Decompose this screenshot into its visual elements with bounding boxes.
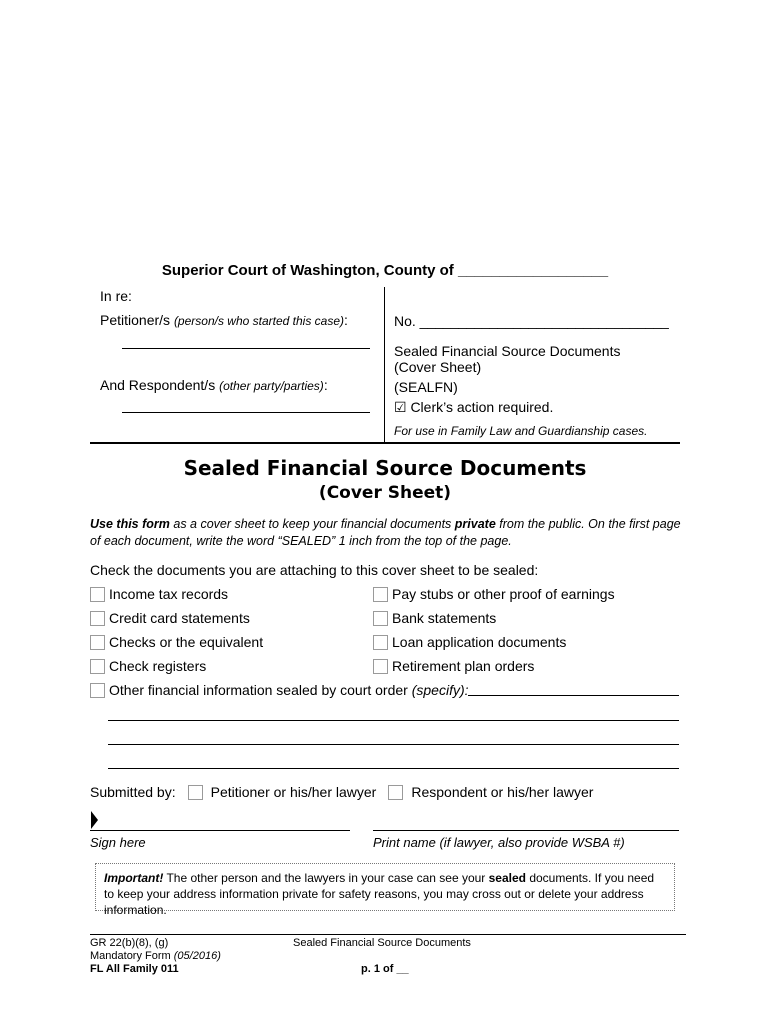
use-note: For use in Family Law and Guardianship cases.: [394, 424, 648, 438]
checkbox[interactable]: [373, 611, 388, 626]
checklist-item[interactable]: [90, 586, 228, 602]
checklist-item-label: Credit card statements: [109, 610, 250, 626]
checkbox[interactable]: [90, 587, 105, 602]
respondent-checkbox[interactable]: [388, 785, 403, 800]
petitioner-note: (person/s who started this case): [173, 314, 345, 328]
footer-mandatory: [90, 950, 221, 962]
checklist-item[interactable]: [373, 634, 566, 650]
checkbox[interactable]: [90, 659, 105, 674]
important-text2: documents. If you need to keep your address information private for safety reasons, you may cross out or delete your address information.: [104, 871, 655, 917]
checklist-item-label: Retirement plan orders: [392, 658, 535, 674]
submitted-by-label: Submitted by:: [90, 784, 176, 800]
instructions-text2: from the public. On the first page of each document, write the word “SEALED” 1 inch from the top of the page.: [90, 517, 681, 548]
petitioner-checkbox[interactable]: [188, 785, 203, 800]
petitioner-label: [100, 312, 348, 328]
form-subtitle: (Cover Sheet): [318, 483, 452, 503]
in-re-label: In re:: [100, 288, 132, 304]
checkbox[interactable]: [90, 635, 105, 650]
respondent-option: Respondent or his/her lawyer: [411, 784, 594, 800]
footer-date: (05/2016): [173, 950, 221, 962]
caption-divider: [384, 287, 385, 442]
petitioner-name-line[interactable]: [122, 348, 370, 349]
footer-page: p. 1 of __: [361, 963, 409, 975]
print-name-line[interactable]: [373, 830, 679, 831]
clerk-action: ☑ Clerk’s action required.: [394, 399, 554, 415]
petitioner-colon: :: [344, 312, 348, 328]
checklist-item-label: Pay stubs or other proof of earnings: [392, 586, 615, 602]
checkbox[interactable]: [373, 587, 388, 602]
instructions: [90, 516, 690, 550]
checkbox[interactable]: [90, 683, 105, 698]
checkbox[interactable]: [373, 659, 388, 674]
petitioner-text: Petitioner/s: [100, 312, 171, 328]
checklist-item[interactable]: [373, 610, 496, 626]
footer-mandatory-text: Mandatory Form: [90, 950, 171, 962]
important-notice: [95, 863, 675, 917]
instructions-lead: Use this form: [90, 517, 170, 531]
checklist-item-label: Bank statements: [392, 610, 497, 626]
sign-here-label: Sign here: [90, 835, 146, 850]
other-financial-item[interactable]: [90, 682, 469, 698]
checklist-item[interactable]: [90, 658, 206, 674]
important-lead: Important!: [104, 871, 164, 885]
footer-form-id: FL All Family 011: [90, 963, 179, 975]
court-title: Superior Court of Washington, County of __________________: [161, 262, 609, 279]
other-specify-line[interactable]: [468, 695, 679, 696]
footer-rule-ref: GR 22(b)(8), (g): [90, 937, 169, 949]
checklist-item[interactable]: [90, 634, 263, 650]
checklist-prompt: Check the documents you are attaching to this cover sheet to be sealed:: [90, 562, 539, 578]
checklist-item[interactable]: [373, 586, 615, 602]
respondent-text: And Respondent/s: [100, 377, 216, 393]
caption-doc-code: (SEALFN): [394, 379, 458, 395]
other-specify: (specify):: [411, 682, 469, 698]
respondent-name-line[interactable]: [122, 412, 370, 413]
checklist-item-label: Loan application documents: [392, 634, 567, 650]
important-sealed: sealed: [488, 871, 526, 885]
checklist-item-label: Income tax records: [109, 586, 229, 602]
case-number[interactable]: No. ________________________________: [394, 313, 669, 329]
respondent-colon: :: [323, 377, 328, 393]
checklist-item-label: Check registers: [109, 658, 207, 674]
checklist-item[interactable]: [90, 610, 250, 626]
important-text1: The other person and the lawyers in your case can see your: [163, 871, 489, 885]
caption-doc-title-2: (Cover Sheet): [394, 359, 482, 375]
respondent-label: [100, 377, 328, 393]
footer-rule: [90, 934, 686, 935]
respondent-note: (other party/parties): [219, 379, 324, 393]
caption-bottom-rule: [90, 442, 680, 444]
instructions-text1: as a cover sheet to keep your financial documents: [169, 517, 455, 531]
petitioner-option: Petitioner or his/her lawyer: [210, 784, 377, 800]
instructions-private: private: [454, 517, 496, 531]
print-name-label: Print name (if lawyer, also provide WSBA #): [373, 835, 625, 850]
signature-line[interactable]: [90, 830, 350, 831]
form-title: Sealed Financial Source Documents: [183, 456, 587, 480]
other-specify-line-3[interactable]: [108, 744, 679, 745]
other-specify-line-2[interactable]: [108, 720, 679, 721]
submitted-by-row: [90, 784, 593, 800]
checklist-item-label: Checks or the equivalent: [109, 634, 264, 650]
caption-doc-title-1: Sealed Financial Source Documents: [394, 343, 621, 359]
checkbox[interactable]: [90, 611, 105, 626]
footer-doc-name: Sealed Financial Source Documents: [293, 937, 471, 949]
sign-arrow-icon: [91, 811, 98, 829]
other-label: Other financial information sealed by court order: [109, 682, 408, 698]
checkbox[interactable]: [373, 635, 388, 650]
other-specify-line-4[interactable]: [108, 768, 679, 769]
checklist-item[interactable]: [373, 658, 534, 674]
